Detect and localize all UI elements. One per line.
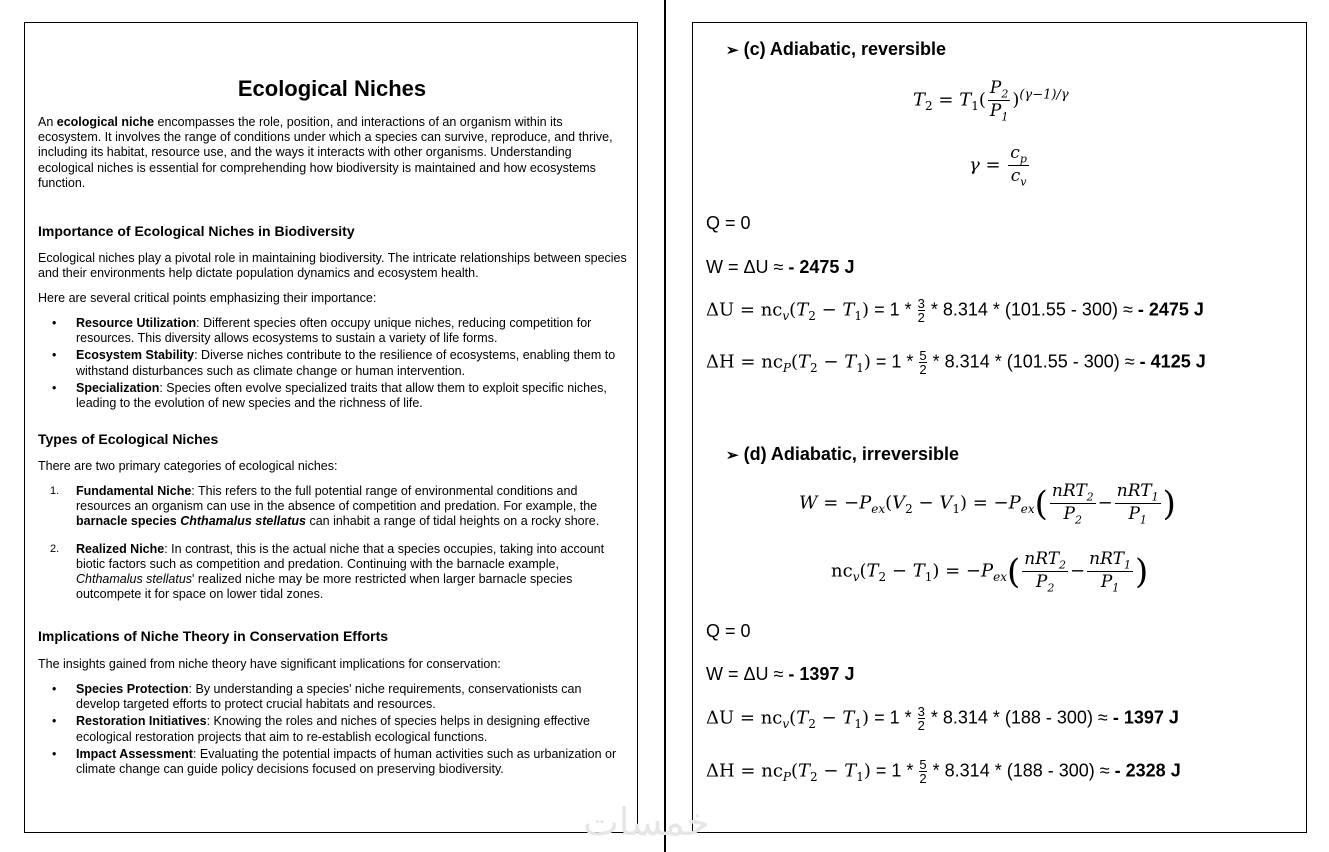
types-intro: There are two primary categories of ecological niches: — [38, 459, 338, 473]
equation-dh-c: $\Delta H = nc_P(T_2 - T_1) = 1$ * $\frac{5}{2}$ * 8.314 * (101.55 - 300) ≈ - 4125 J — [706, 348, 1206, 377]
list-item: • Specialization: Species often evolve specialized traits that allow them to exploit specific niches, leading to the evolution of new species and the richness of life. — [52, 380, 607, 411]
intro-paragraph — [38, 115, 628, 191]
equation-du-d: $\Delta U = nc_v(T_2 - T_1) = 1$ * $\frac{3}{2}$ * 8.314 * (188 - 300) ≈ - 1397 J — [706, 704, 1179, 733]
section-heading-types: Types of Ecological Niches — [38, 431, 219, 447]
types-list — [38, 484, 628, 604]
left-page — [24, 22, 638, 833]
q-value-d: Q = 0 — [706, 621, 751, 641]
heading-part-d: ➢ (d) Adiabatic, irreversible — [726, 444, 959, 464]
q-value-c: Q = 0 — [706, 213, 751, 233]
section-heading-importance: Importance of Ecological Niches in Biodiversity — [38, 223, 355, 239]
list-item: • Resource Utilization: Different species often occupy unique niches, reducing competition for resources. This diversity allows ecosystems to sustain a variety of life forms. — [52, 316, 592, 346]
heading-part-c: ➢ (c) Adiabatic, reversible — [726, 39, 947, 59]
w-value-d: W = ΔU ≈ - 1397 J — [706, 664, 855, 684]
w-value-c: W = ΔU ≈ - 2475 J — [706, 257, 855, 277]
list-item: 1. Fundamental Niche: This refers to the full potential range of environmental conditions and resources an organism can use in the absence of competition and predation. For example, the barnacle species Chthamalus stellatus can inhabit a range of tidal heights on a rocky shore. — [50, 484, 600, 529]
list-item: • Restoration Initiatives: Knowing the roles and niches of species helps in designing effective ecological restoration projects that aim to re-establish ecological functions. — [52, 714, 590, 744]
implications-list — [38, 682, 628, 779]
intro-bold: ecological niche — [56, 115, 155, 129]
equation-dh-d: $\Delta H = nc_P(T_2 - T_1) = 1$ * $\frac{5}{2}$ * 8.314 * (188 - 300) ≈ - 2328 J — [706, 757, 1181, 786]
page-title: Ecological Niches — [237, 76, 427, 101]
right-page — [692, 22, 1307, 833]
list-item: • Species Protection: By understanding a species' niche requirements, conservationists can develop targeted efforts to protect crucial habitats and resources. — [52, 682, 582, 712]
watermark-logo: خمسات — [583, 800, 710, 844]
page-divider — [664, 0, 666, 852]
equation-ncv-irreversible: $nc_v(T_2 - T_1) = -P_{ex}$( $\frac{nRT_2}{P_2}$ − $\frac{nRT_1}{P_1}$ ) — [831, 549, 1149, 595]
intro-pre: An — [38, 115, 57, 129]
list-item: 2. Realized Niche: In contrast, this is the actual niche that a species occupies, taking into account biotic factors such as competition and predation. Continuing with the barnacle example, Chthamalus stellatus' realized niche may be more restricted when larger barnacle species outcompete it for space on lower tidal zones. — [50, 541, 605, 602]
section-heading-implications: Implications of Niche Theory in Conservation Efforts — [38, 628, 389, 644]
list-item: • Ecosystem Stability: Diverse niches contribute to the resilience of ecosystems, enabling them to withstand disturbances such as climate change or human intervention. — [52, 348, 616, 378]
equation-du-c: $\Delta U = nc_v(T_2 - T_1) = 1$ * $\frac{3}{2}$ * 8.314 * (101.55 - 300) ≈ - 2475 J — [706, 296, 1204, 325]
intro-post: encompasses the role, position, and interactions of an organism within its ecosystem. It involves the range of conditions under which a species can survive, reproduce, and thrive, including its habitat, resource use, and the ways it interacts with other organisms. Understanding ecological niches is essential for comprehending how biodiversity is maintained and how ecosystems function. — [38, 115, 613, 190]
equation-w-irreversible: $W = -P_{ex}(V_2 - V_1) = -P_{ex}$( $\frac{nRT_2}{P_2}$ − $\frac{nRT_1}{P_1}$ ) — [799, 481, 1176, 527]
list-item: • Impact Assessment: Evaluating the potential impacts of human activities such as urbanization or climate change can guide policy decisions focused on preserving biodiversity. — [52, 746, 617, 777]
equation-t2: $T_2 = T_1$( $\frac{P_2}{P_1}$ )$^{(\gamma-1)/\gamma}$ — [913, 78, 1069, 124]
implications-intro: The insights gained from niche theory have significant implications for conservation: — [38, 657, 501, 671]
importance-intro: Here are several critical points emphasizing their importance: — [38, 291, 377, 305]
importance-list — [38, 316, 628, 413]
equation-gamma: γ = $\frac{c_p}{c_v}$ — [969, 143, 1027, 189]
importance-paragraph: Ecological niches play a pivotal role in maintaining biodiversity. The intricate relationships between species and their environments help dictate population dynamics and ecosystem health. — [38, 251, 627, 281]
